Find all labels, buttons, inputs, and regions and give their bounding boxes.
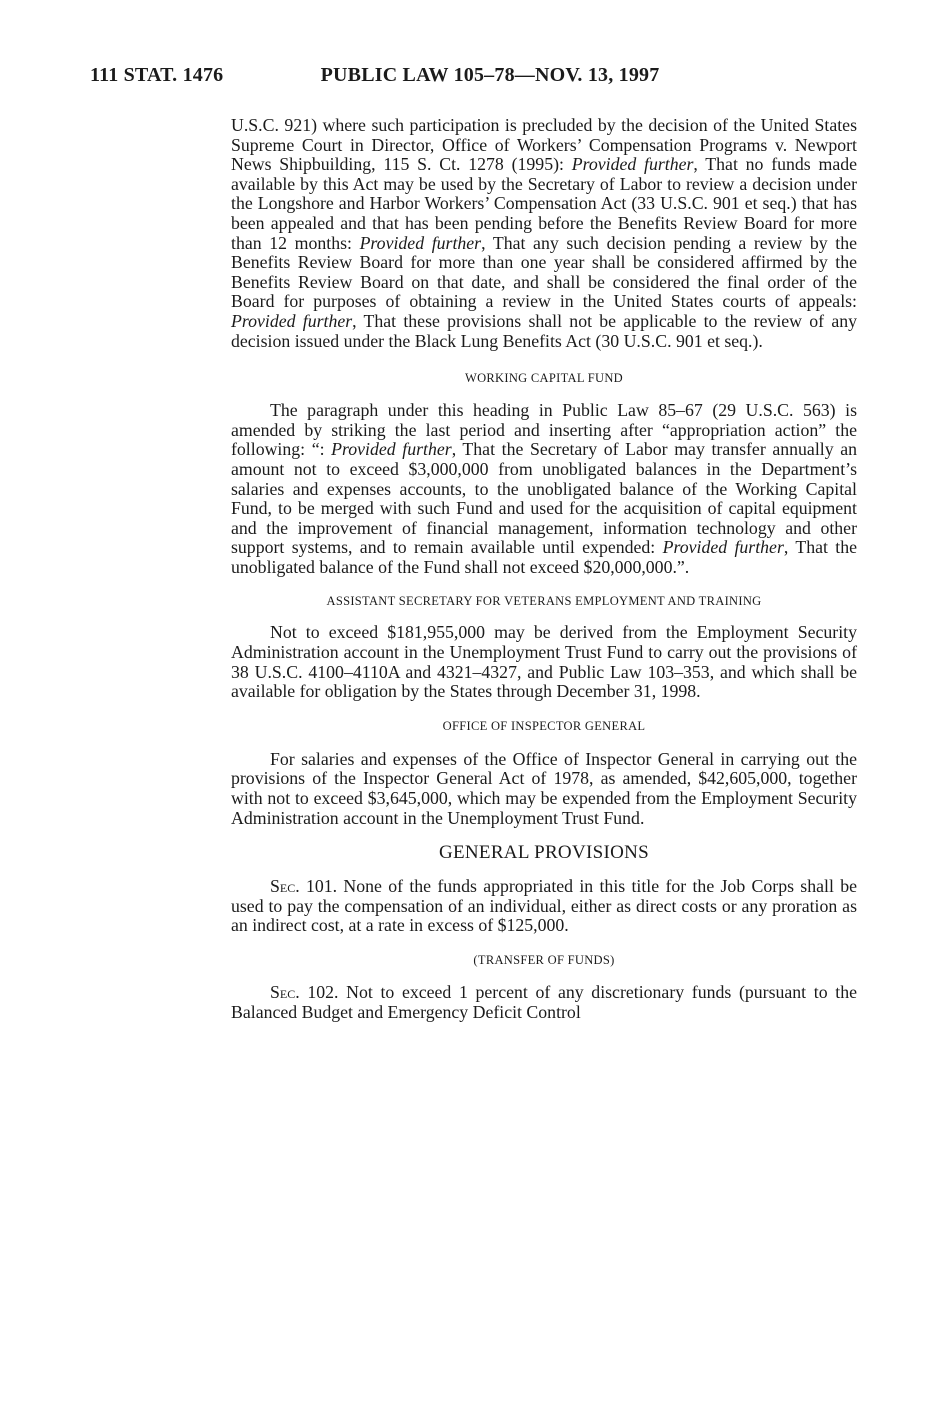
proviso-phrase: Provided further: [231, 310, 353, 331]
proviso-phrase: Provided further: [662, 537, 784, 558]
running-header: [90, 64, 659, 87]
section-number: Sec. 101.: [270, 876, 338, 897]
general-provisions-heading: GENERAL PROVISIONS: [438, 842, 649, 864]
continued-paragraph: U.S.C. 921) where such participation is precluded by the decision of the United States Supreme Court in Director, Office of Workers’ Compensation Programs v. Newport News Shipbuilding, 115 S. Ct. 1278 (1995): Provided further, That no funds made available by this Act may be used by the Secretary of Labor to review a decision under the Longshore and Harbor Workers’ Compensation Act (33 U.S.C. 901 et seq.) that has been appealed and that has been pending before the Benefits Review Board for more than 12 months: Provided further, That any such decision pending a review by the Benefits Review Board for more than one year shall be considered affirmed by the Benefits Review Board on that date, and shall be considered the final order of the Board for purposes of obtaining a review in the United States courts of appeals: Provided further, That these provisions shall not be applicable to the review of any decision issued under the Black Lung Benefits Act (30 U.S.C. 901 et seq.).: [231, 115, 857, 351]
inspector-general-paragraph: For salaries and expenses of the Office of Inspector General in carrying out the provisions of the Inspector General Act of 1978, as amended, $42,605,000, together with not to exceed $3,645,000, which may be expended from the Employment Security Administration account in the Unemployment Trust Fund.: [231, 748, 857, 828]
public-law-citation: PUBLIC LAW 105–78—NOV. 13, 1997: [320, 64, 660, 86]
proviso-phrase: Provided further: [359, 232, 482, 253]
section-101-paragraph: Sec. 101. None of the funds appropriated in this title for the Job Corps shall be used to pay the compensation of an individual, either as direct costs or any proration as an indirect cost, at a rate in excess of $125,000.: [231, 876, 857, 936]
working-capital-paragraph: The paragraph under this heading in Public Law 85–67 (29 U.S.C. 563) is amended by striking the last period and inserting after “appropriation action” the following: “: Provided further, That the Secretary of Labor may transfer annually an amount not to exceed $3,000,000 from unobligated balances in the Department’s salaries and expenses accounts, to the unobligated balance of the Working Capital Fund, to be merged with such Fund and used for the acquisition of capital equipment and the improvement of financial management, information technology and other support systems, and to remain available until expended: Provided further, That the unobligated balance of the Fund shall not exceed $20,000,000.”.: [231, 400, 858, 577]
page-body: [231, 116, 857, 1022]
section-heading-inspector-general: OFFICE OF INSPECTOR GENERAL: [442, 718, 646, 733]
statute-citation: 111 STAT. 1476: [90, 64, 224, 86]
section-heading-veterans-employment: ASSISTANT SECRETARY FOR VETERANS EMPLOYMENT AND TRAINING: [326, 594, 762, 609]
transfer-of-funds-heading: (TRANSFER OF FUNDS): [473, 953, 615, 967]
section-number: Sec. 102.: [270, 982, 339, 1002]
section-102-paragraph: Sec. 102. Not to exceed 1 percent of any discretionary funds (pursuant to the Balanced Budget and Emergency Deficit Control: [231, 982, 858, 1022]
proviso-phrase: Provided further: [331, 439, 452, 460]
section-heading-working-capital-fund: WORKING CAPITAL FUND: [464, 371, 623, 386]
proviso-phrase: Provided further: [571, 154, 694, 175]
veterans-employment-paragraph: Not to exceed $181,955,000 may be derived from the Employment Security Administration account in the Unemployment Trust Fund to carry out the provisions of 38 U.S.C. 4100–4110A and 4321–4327, and Public Law 103–353, and which shall be available for obligation by the States through December 31, 1998.: [231, 622, 857, 702]
